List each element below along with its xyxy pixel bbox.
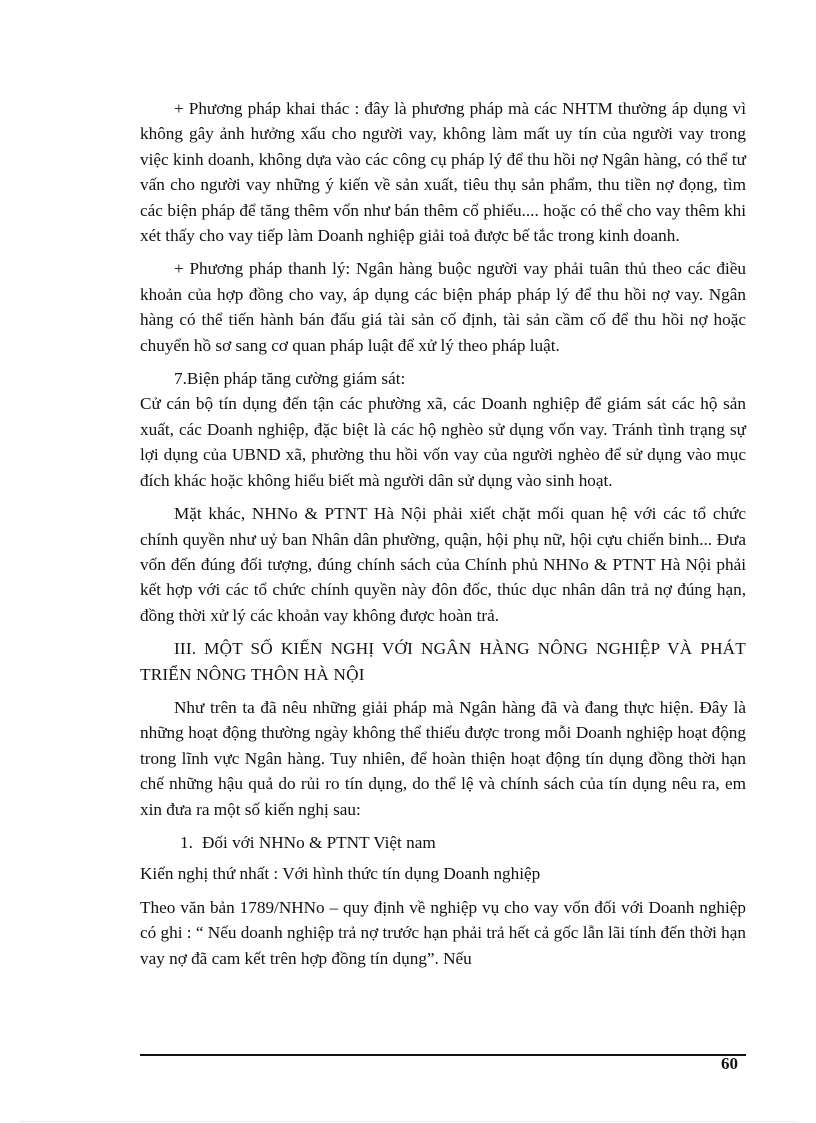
paragraph-intro-recommendations: Như trên ta đã nêu những giải pháp mà Ngân hàng đã và đang thực hiện. Đây là những hoạt động thường ngày không thể thiếu được trong mỗi Doanh nghiệp hoạt động trong lĩnh vực Ngân hàng. Tuy nhiên, để hoàn thiện hoạt động tín dụng đồng thời hạn chế những hậu quả do rủi ro tín dụng, do thể lệ và chính sách của tín dụng nêu ra, em xin đưa ra một số kiến nghị sau: [140,697,746,819]
paragraph-regulation: Theo văn bản 1789/NHNo – quy định về nghiệp vụ cho vay vốn đối với Doanh nghiệp có ghi : “ Nếu doanh nghiệp trả nợ trước hạn phải trả hết cả gốc lẫn lãi tính đến thời hạn vay nợ đã cam kết trên hợp đồng tín dụng”. Nếu [140,897,746,968]
subheading-supervision: 7.Biện pháp tăng cường giám sát: [174,369,406,389]
paragraph-liquidation-method: + Phương pháp thanh lý: Ngân hàng buộc người vay phải tuân thủ theo các điều khoản của hợp đồng cho vay, áp dụng các biện pháp pháp lý để thu hồi nợ vay. Ngân hàng có thể tiến hành bán đấu giá tài sản cố định, tài sản cầm cố để thu hồi nợ hoặc chuyển hồ sơ sang cơ quan pháp luật để xử lý theo pháp luật. [140,259,746,355]
page-edge-divider [20,1121,796,1122]
footer-divider [140,1054,746,1056]
paragraph-supervision: Cử cán bộ tín dụng đến tận các phường xã, các Doanh nghiệp để giám sát các hộ sản xuất, các Doanh nghiệp, đặc biệt là các hộ nghèo sử dụng vốn vay. Tránh tình trạng sự lợi dụng của UBND xã, phường thu hồi vốn vay của người nghèo để sử dụng vào mục đích khác hoặc không hiểu biết mà người dân sử dụng vào sinh hoạt. [140,394,746,490]
page-number: 60 [721,1054,738,1073]
list-item-text: Đối với NHNo & PTNT Việt nam [202,832,436,852]
section-heading: III. MỘT SỐ KIẾN NGHỊ VỚI NGÂN HÀNG NÔNG NGHIỆP VÀ PHÁT TRIỂN NÔNG THÔN HÀ NỘI [140,639,746,684]
page-body [140,96,746,979]
paragraph-extraction-method: + Phương pháp khai thác : đây là phương pháp mà các NHTM thường áp dụng vì không gây ảnh hưởng xấu cho người vay, không làm mất uy tín của người vay trong việc kinh doanh, không dựa vào các công cụ pháp lý để thu hồi nợ Ngân hàng, có thể tư vấn cho người vay những ý kiến về sản xuất, tiêu thụ sản phẩm, thu tiền nợ đọng, tìm các biện pháp để tăng thêm vốn như bán thêm cổ phiếu.... hoặc có thể cho vay thêm khi xét thấy cho vay tiếp làm Doanh nghiệp giải toả được bế tắc trong kinh doanh. [140,99,746,246]
list-number: 1. [180,832,193,852]
paragraph-relations: Mặt khác, NHNo & PTNT Hà Nội phải xiết chặt mối quan hệ với các tổ chức chính quyền như uỷ ban Nhân dân phường, quận, hội phụ nữ, hội cựu chiến binh... Đưa vốn đến đúng đối tượng, đúng chính sách của Chính phủ NHNo & PTNT Hà Nội phải kết hợp với các tổ chức chính quyền này đôn đốc, thúc dục nhân dân trả nợ đúng hạn, đồng thời xử lý các khoản vay không được hoàn trả. [140,504,746,625]
paragraph-first-recommendation: Kiến nghị thứ nhất : Với hình thức tín dụng Doanh nghiệp [140,864,541,884]
list-item [180,830,746,855]
